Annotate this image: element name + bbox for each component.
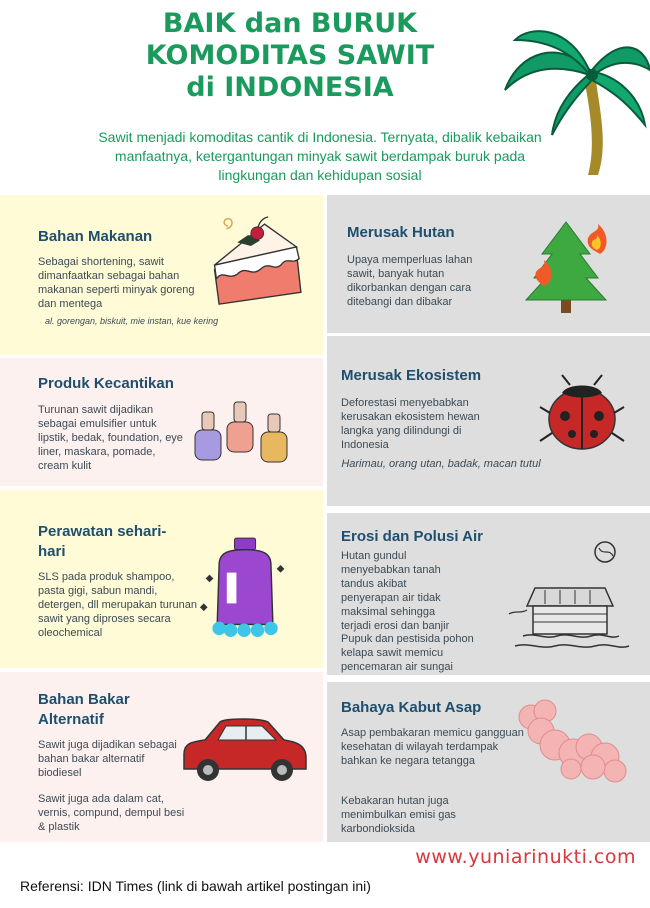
card-title: Perawatan sehari-hari bbox=[38, 523, 167, 560]
ladybug-icon bbox=[532, 371, 632, 461]
card-title: Erosi dan Polusi Air bbox=[341, 528, 483, 545]
card-title: Bahaya Kabut Asap bbox=[341, 699, 482, 716]
card-produk-kecantikan bbox=[0, 358, 323, 486]
title-line-3: di INDONESIA bbox=[186, 72, 394, 103]
card-body-secondary: Sawit juga ada dalam cat, vernis, compund, dempul besi & plastik bbox=[38, 793, 185, 833]
reference-text: Referensi: IDN Times (link di bawah artikel postingan ini) bbox=[20, 878, 371, 894]
card-perawatan-sehari-hari bbox=[0, 490, 323, 668]
card-body: Hutan gundul menyebabkan tanah tandus akibat penyerapan air tidak maksimal sehingga terjadi erosi dan banjir bbox=[341, 550, 450, 632]
card-body: Upaya memperluas lahan sawit, banyak hutan dikorbankan dengan cara ditebangi dan dibakar bbox=[347, 254, 473, 308]
card-bahan-makanan bbox=[0, 195, 323, 355]
smoke-cloud-icon bbox=[515, 697, 630, 787]
card-body: Turunan sawit dijadikan sebagai emulsifier untuk lipstik, bedak, foundation, eye liner, maskara, pomade, cream kulit bbox=[38, 404, 183, 472]
card-erosi-dan-polusi-air bbox=[327, 513, 650, 675]
card-body-secondary: Kebakaran hutan juga menimbulkan emisi gas karbondioksida bbox=[341, 795, 456, 835]
card-bahan-bakar-alternatif bbox=[0, 672, 323, 842]
card-merusak-ekosistem bbox=[327, 336, 650, 506]
card-title: Bahan Bakar Alternatif bbox=[38, 691, 130, 728]
card-merusak-hutan bbox=[327, 195, 650, 333]
card-note: Harimau, orang utan, badak, macan tutul bbox=[341, 458, 541, 470]
website-link[interactable]: www.yuniarinukti.com bbox=[415, 846, 636, 868]
card-body: SLS pada produk shampoo, pasta gigi, sabun mandi, detergen, dll merupakan turunan sawit yang diproses secara oleochemical bbox=[38, 571, 197, 639]
card-title: Merusak Hutan bbox=[347, 224, 455, 241]
card-body: Asap pembakaran memicu gangguan kesehatan di wilayah terdampak bahkan ke negara tetangga bbox=[341, 727, 524, 767]
card-title: Produk Kecantikan bbox=[38, 375, 174, 392]
intro-subtitle: Sawit menjadi komoditas cantik di Indonesia. Ternyata, dibalik kebaikan manfaatnya, ketergantungan minyak sawit berdampak buruk pada lingkungan dan kehidupan sosial bbox=[98, 129, 542, 183]
card-body-secondary: Pupuk dan pestisida pohon kelapa sawit memicu pencemaran air sungai bbox=[341, 633, 474, 673]
flooded-house-icon bbox=[505, 538, 635, 658]
burning-tree-icon bbox=[522, 220, 612, 315]
card-bahaya-kabut-asap bbox=[327, 682, 650, 842]
card-body: Deforestasi menyebabkan kerusakan ekosistem hewan langka yang dilindungi di Indonesia bbox=[341, 397, 480, 451]
car-icon bbox=[180, 714, 310, 789]
cake-icon bbox=[210, 213, 310, 308]
card-title: Bahan Makanan bbox=[38, 228, 153, 245]
detergent-bottle-icon bbox=[198, 535, 294, 643]
title-line-2: KOMODITAS SAWIT bbox=[145, 40, 435, 71]
page-title bbox=[110, 8, 470, 104]
title-line-1: BAIK dan BURUK bbox=[162, 8, 418, 39]
card-note: al. gorengan, biskuit, mie instan, kue kering bbox=[45, 316, 219, 326]
nail-polish-icon bbox=[192, 400, 302, 480]
card-title: Merusak Ekosistem bbox=[341, 367, 482, 384]
card-body: Sebagai shortening, sawit dimanfaatkan sebagai bahan makanan seperti minyak goreng dan mentega bbox=[38, 256, 195, 310]
card-body: Sawit juga dijadikan sebagai bahan bakar alternatif biodiesel bbox=[38, 739, 177, 779]
